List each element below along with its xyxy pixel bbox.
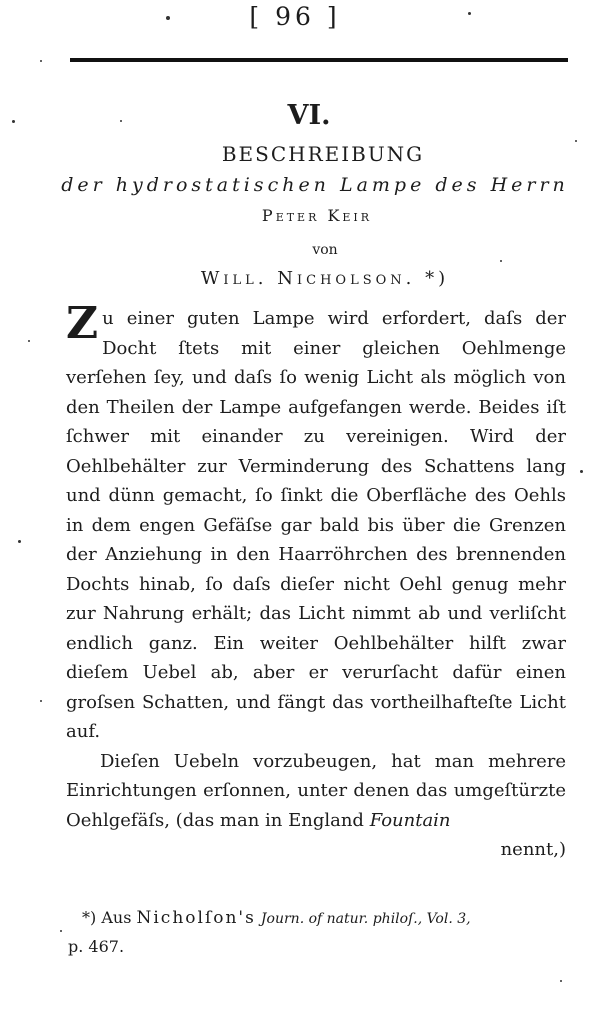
footnote-line-2 <box>68 933 562 961</box>
scan-speck <box>575 140 577 142</box>
scan-speck <box>40 60 42 62</box>
inventor-name: Peter Keir <box>261 206 373 225</box>
scan-speck <box>60 930 62 932</box>
footnote-page: p. 467. <box>68 937 125 956</box>
article-subtitle: der hydrostatischen Lampe des Herrn <box>61 174 569 196</box>
section-number: VI. <box>287 100 331 131</box>
scan-speck <box>28 340 30 342</box>
scan-speck <box>18 540 21 543</box>
paragraph-1 <box>66 298 566 747</box>
paragraph-1-text: u einer guten Lampe wird erfordert, daſs der Docht ſtets mit einer gleichen Oehlmenge verſehen ſey, und daſs ſo wenig Licht als möglich von den Theilen der Lampe aufgefangen werde. Beides iſt ſchwer mit einander zu vereinigen. Wird der Oehlbehälter zur Verminderung des Schattens lang und dünn gemacht, ſo ſinkt die Oberfläche des Oehls in dem engen Gefäſse gar bald bis über die Grenzen der Anziehung in den Haarröhrchen des brennenden Dochts hinab, ſo daſs dieſer nicht Oehl genug mehr zur Nahrung erhält; das Licht nimmt ab und verliſcht endlich ganz. Ein weiter Oehlbehälter hilft zwar dieſem Uebel ab, aber er verurſacht dafür einen groſsen Schatten, und fängt das vortheilhafteſte Licht auf. <box>66 308 566 742</box>
footnote <box>68 904 562 961</box>
scan-speck <box>166 16 170 20</box>
scan-speck <box>468 12 471 15</box>
article-title: BESCHREIBUNG <box>221 142 425 166</box>
body-text <box>66 298 566 865</box>
footnote-journal: Journ. of natur. philoſ., Vol. 3, <box>260 911 471 927</box>
footnote-author: Nicholſon's <box>136 908 256 928</box>
paragraph-2-italic: Fountain <box>369 809 451 831</box>
scan-speck <box>560 980 562 982</box>
header-rule <box>70 58 568 62</box>
drop-cap: Z <box>66 298 99 349</box>
scan-speck <box>40 700 42 702</box>
scan-speck <box>580 470 583 473</box>
scan-speck <box>120 120 122 122</box>
footnote-marker: *) Aus <box>82 908 132 927</box>
scan-speck <box>12 120 15 123</box>
footnote-line-1 <box>82 904 562 933</box>
page-number: [ 96 ] <box>249 2 341 31</box>
byline-connector: von <box>312 242 338 258</box>
paragraph-2-end-text: nennt,) <box>500 839 566 860</box>
scan-speck <box>500 260 502 262</box>
author-name: Will. Nicholson. *) <box>200 268 450 289</box>
paragraph-2 <box>66 747 566 836</box>
paragraph-2-end <box>66 835 566 865</box>
paragraph-2-text: Dieſen Uebeln vorzubeugen, hat man mehrere Einrichtungen erſonnen, unter denen das umgeſtürzte Oehlgefäſs, (das man in England <box>66 750 566 831</box>
